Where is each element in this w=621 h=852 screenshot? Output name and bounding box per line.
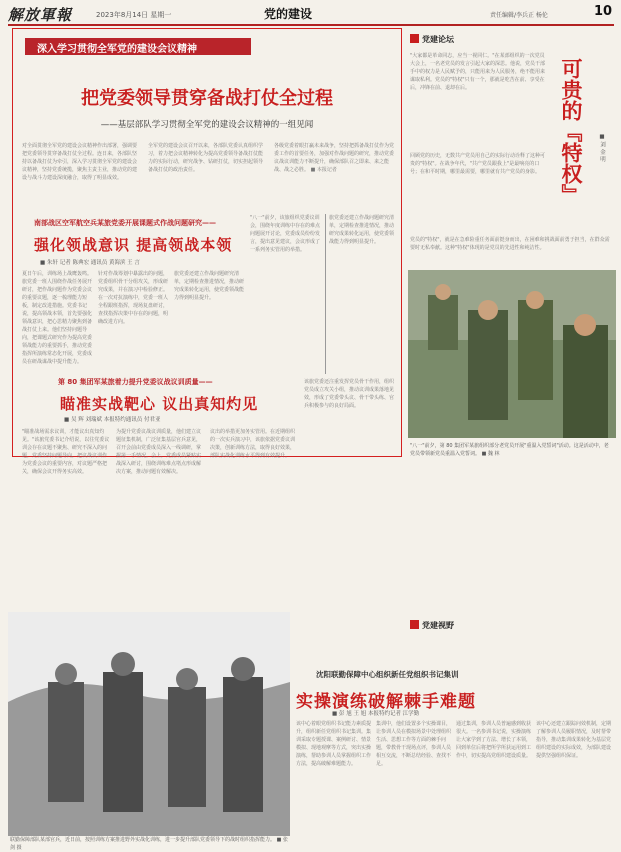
flag-icon [410, 620, 419, 629]
article2-byline: ■ 吴 辉 刘瑞斌 本报特约通讯员 付君亚 [64, 417, 161, 423]
lower-column-head [410, 620, 454, 631]
lower-col-4: 该中心还建立跟踪问效机制，定期了解参训人员履职情况，及时帮带指导，推动集训成果转化为基层党组织建设的实际成效，为部队建设提供坚强组织保证。 [536, 721, 612, 759]
article1-kicker: 南部战区空军航空兵某旅党委开展课题式作战问题研究—— [34, 219, 216, 227]
header-rule [8, 24, 614, 26]
article1-col-3: 旅党委还建立作战问题研究清单，定期检查推进情况，推动研究成果转化运用，使党委领战能力得到明显提升。 [174, 271, 245, 301]
article2-col-2: 为提升党委议战议训质量，他们建立议题征集机制，广泛征集基层官兵意见，召开会前由党委成员深入一线调研，掌握第一手情况。会上，党委成员紧贴实战深入研讨，围绕训练难点堵点形成解决方案，推动问题有效解决。 [116, 429, 202, 475]
lower-photo-caption: 联勤保障部队某部官兵，近日前，按照训练方案推进野外实战化训练，进一步提升部队党委领导下的战时组织指挥能力。 ■ 张剑 摄 [10, 837, 288, 851]
sidebar-vertical-title: 可贵的『特权』 [559, 58, 584, 205]
article1-headline: 强化领战意识 提高领战本领 [34, 236, 233, 254]
article1-col-1: 夏日午后，训练场上战鹰轰鸣。旅党委一班人围绕作战任务展开研讨，把作战问题作为党委会议的重要议题，逐一梳理能力短板，制定改进措施。党委书记说，提高领战本领，首先要强化领战意识，把心思精力聚焦到备战打仗上来。他们坚持问题导向，把课题式研究作为提高党委领战能力的重要抓手，推动党委指挥所演练常态化开展，党委成员在研战谋战中提升能力。 [22, 271, 93, 365]
editor-credit: 责任编辑/李兵正 杨伦 [490, 12, 548, 19]
page-number: 10 [594, 4, 613, 19]
article1-col-5: 旅党委还建立作战问题研究清单，定期检查推进情况，推动研究成果转化运用，使党委领战能力得到明显提升。 [329, 215, 395, 245]
sidebar-text-1: "大家都是革命同志，应当一视同仁。"在某部组织的一次党员大会上，一名老党员的发言引起大家的深思。他说，党员干部手中的权力是人民赋予的，只能用来为人民服务，绝不能用来谋取私利。党员的"特权"只有一个，那就是吃苦在前、享受在后，冲锋在前、退却在后。 [410, 53, 546, 91]
intro-col-1: 对全面贯彻全军党的建设会议精神作出部署，强调要把党委领导贯穿备战打仗全过程。连日来，各部队坚持以备战打仗为牵引，深入学习贯彻全军党的建设会议精神，坚持党委统揽，聚焦主责主业，推动党的建设与战斗力建设深度融合，取得了明显成效。 [22, 143, 138, 181]
sidebar-column-label: 党建论坛 [422, 35, 454, 44]
lower-col-1: 该中心着眼党组织书记能力素质提升，组织新任党组织书记集训。集训采取专题授课、案例研讨、情景模拟、现地观摩等方式，突出实操演练，帮助参训人员掌握组织工作方法，提高破解难题能力。 [296, 721, 372, 767]
feature-title: 把党委领导贯穿备战打仗全过程 [81, 88, 333, 109]
sidebar-text-3: 党员的"特权"，就是在急难险重任务面前挺身而出，在困难和挑战面前勇于担当，在群众需要时无私奉献。这种"特权"体现的是党员的先进性和纯洁性。 [410, 237, 610, 251]
article2-headline: 瞄准实战靶心 议出真知灼见 [60, 395, 259, 413]
newspaper-logo: 解放軍報 [8, 6, 73, 24]
intro-col-3: 各级党委着眼打赢未来战争，坚持把抓备战打仗作为党委工作的首要任务，加强对作战问题的研究，推动党委议战议训能力不断提升，确保部队召之即来、来之能战、战之必胜。 ■ 本报记者 [274, 143, 395, 173]
sidebar-text-2: 回顾党的历史，无数共产党员用自己的实际行动诠释了这种可贵的"特权"。在战争年代，"共产党员跟我上"是最响亮的口号；在和平时期，哪里最需要，哪里就有共产党员的身影。 [410, 153, 546, 175]
masthead [8, 4, 614, 24]
lower-col-3: 通过集训，参训人员普遍感到收获很大。一名参训书记说，实操演练让大家学到了方法、增长了本领，回到单位后将把所学所获运用到工作中，切实提高党组织建设质量。 [456, 721, 532, 759]
lower-headline: 实操演练破解棘手难题 [296, 692, 476, 712]
lower-col-2: 集训中，他们设置多个实操课目，让参训人员在模拟场景中处理组织生活、思想工作等方面的棘手问题，带教骨干现场点评，参训人员相互交流，不断总结经验、查找不足。 [376, 721, 452, 767]
lower-byline: ■ 彭 旭 王 旭 本报特约记者 江学勤 [332, 711, 420, 717]
column-divider [325, 214, 326, 374]
sidebar-photo [408, 270, 616, 438]
sidebar-photo-caption: "八一"前夕，第 80 集团军某旅组织部分老党员开展"重温入党誓词"活动。这是活动中，老党员带领新党员重温入党誓词。 ■ 魏 林 [410, 443, 609, 457]
sidebar-author: ■ 刘 金 明 [599, 134, 605, 162]
feature-subtitle: ——基层部队学习贯彻全军党的建设会议精神的一组见闻 [100, 120, 314, 130]
section-title: 党的建设 [264, 7, 313, 21]
lower-kicker: 沈阳联勤保障中心组织新任党组织书记集训 [316, 670, 459, 679]
sidebar-column-head [410, 34, 454, 45]
lower-photo [8, 612, 290, 836]
article1-col-2: 针对作战筹划中暴露出的问题，党委组织骨干分组攻关，形成研究成果，并在演习中检验修正。在一次对抗演练中，党委一班人全程跟班指挥，现场复盘研讨，查找指挥决策中存在的问题，明确改进方向。 [98, 271, 169, 325]
issue-date: 2023年8月14日 星期一 [96, 11, 172, 19]
intro-col-2: 全军党的建设会议召开以来，各部队党委认真组织学习，着力把会议精神转化为提高党委领导备战打仗能力的实际行动，研究战争、钻研打仗，切实担起领导备战打仗的政治责任。 [148, 143, 264, 173]
article2-col-3: 议出的举措更加务实管用。在近期组织的一次实兵演习中，该旅依据党委议训决策，创新训练方法，取得良好效果，部队实战化训练水平得到有效提升。 [210, 429, 296, 459]
lower-column-label: 党建视野 [422, 621, 454, 630]
flag-icon [410, 34, 419, 43]
article2-col-4: 该旅党委还注重发挥党员骨干作用，组织党员成立攻关小组，推动议训成果落地见效，形成了党委带头议、骨干带头练、官兵积极参与的良好局面。 [304, 379, 395, 409]
article2-kicker: 第 80 集团军某旅着力提升党委议战议训质量—— [58, 378, 213, 386]
article1-byline: ■ 朱轩 记者 陈典宏 通讯员 黄海滨 王 言 [40, 260, 140, 266]
article1-col-4: "八一"前夕，该旅组织党委议训会，围绕年度训练中存在的难点问题展开讨论，党委成员纷纷发言，提出意见建议，会议形成了一系列务实管用的举措。 [250, 215, 321, 253]
article2-col-1: "瞄准战场需求议训，才能议出真知灼见。"该旅党委书记介绍说，以往党委议训会存在议题不聚焦、研究不深入的问题，党委坚持问题导向，把议战议训作为党委会议的重要内容，对议题严格把关，确保会议开得务实高效。 [22, 429, 110, 475]
topic-banner: 深入学习贯彻全军党的建设会议精神 [25, 38, 251, 55]
